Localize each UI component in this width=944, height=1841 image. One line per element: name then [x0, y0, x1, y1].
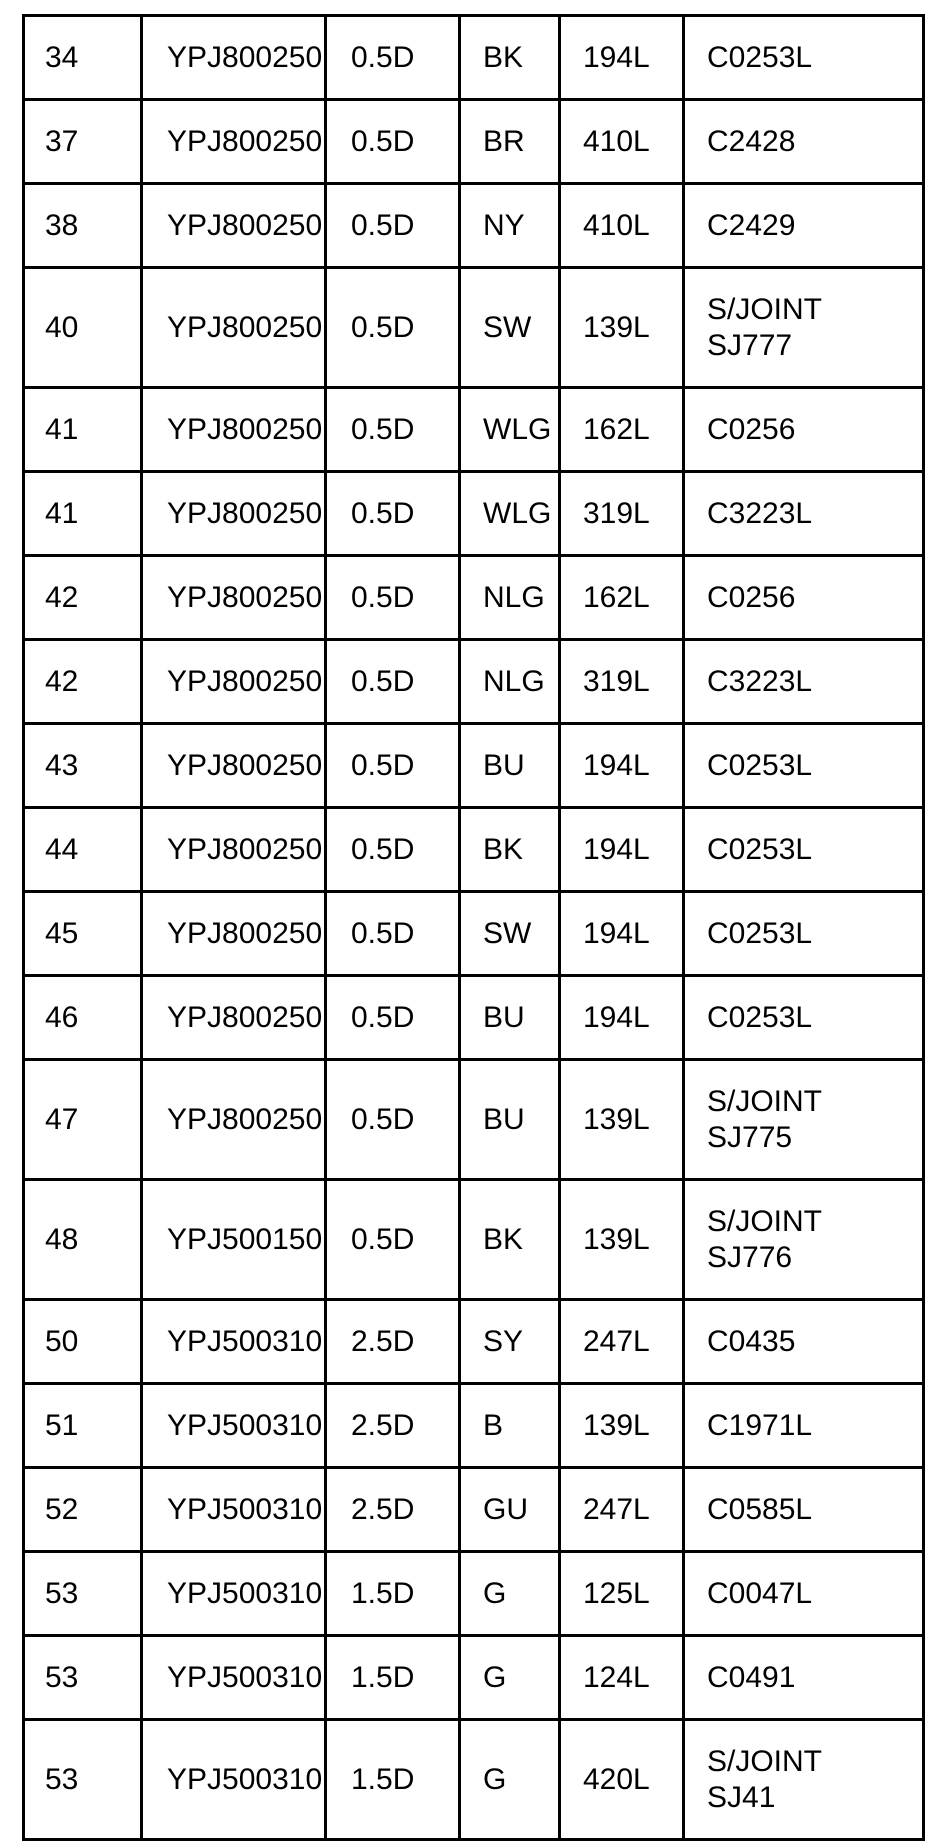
wire-number-cell: 45: [24, 892, 142, 976]
part-number-cell: YPJ500310: [142, 1468, 326, 1552]
wire-length-cell: 410L: [560, 100, 684, 184]
connector-label: C0047L: [707, 1576, 813, 1610]
wire-number-cell: 37: [24, 100, 142, 184]
table-row: [24, 892, 924, 976]
part-number-cell: YPJ500310: [142, 1720, 326, 1840]
wire-color-cell: G: [460, 1720, 560, 1840]
connector-label: S/JOINT: [707, 1084, 823, 1118]
part-number-cell: YPJ800250: [142, 268, 326, 388]
connector-label: C0253L: [707, 748, 813, 782]
wire-color-cell: BU: [460, 724, 560, 808]
wire-size-cell: 1.5D: [326, 1636, 460, 1720]
wire-color-cell: NY: [460, 184, 560, 268]
wire-length-cell: 139L: [560, 1384, 684, 1468]
table-row: [24, 1468, 924, 1552]
wire-size-cell: 0.5D: [326, 388, 460, 472]
connector-cell: [684, 16, 924, 100]
table-row: [24, 1300, 924, 1384]
table-row: [24, 556, 924, 640]
connector-label: C0253L: [707, 1000, 813, 1034]
table-row: [24, 808, 924, 892]
connector-cell: [684, 472, 924, 556]
wire-table: [22, 14, 925, 1841]
wire-color-cell: BK: [460, 808, 560, 892]
table-row: [24, 1180, 924, 1300]
connector-label: SJ41: [707, 1780, 776, 1814]
connector-label: SJ776: [707, 1240, 793, 1274]
table-row: [24, 100, 924, 184]
wire-color-cell: BU: [460, 1060, 560, 1180]
part-number-cell: YPJ800250: [142, 100, 326, 184]
wire-length-cell: 247L: [560, 1300, 684, 1384]
table-row: [24, 976, 924, 1060]
table-row: [24, 16, 924, 100]
connector-label: C0253L: [707, 40, 813, 74]
connector-label: C0253L: [707, 832, 813, 866]
wire-size-cell: 0.5D: [326, 268, 460, 388]
connector-cell: [684, 1300, 924, 1384]
wire-length-cell: 410L: [560, 184, 684, 268]
wire-length-cell: 162L: [560, 556, 684, 640]
part-number-cell: YPJ500310: [142, 1636, 326, 1720]
wire-color-cell: BR: [460, 100, 560, 184]
wire-size-cell: 2.5D: [326, 1300, 460, 1384]
connector-cell: [684, 1552, 924, 1636]
part-number-cell: YPJ500310: [142, 1300, 326, 1384]
wire-color-cell: GU: [460, 1468, 560, 1552]
wire-number-cell: 41: [24, 388, 142, 472]
wire-size-cell: 0.5D: [326, 556, 460, 640]
wire-color-cell: BK: [460, 16, 560, 100]
table-row: [24, 1060, 924, 1180]
table-row: [24, 724, 924, 808]
connector-label: C0256: [707, 412, 796, 446]
part-number-cell: YPJ800250: [142, 976, 326, 1060]
wire-length-cell: 124L: [560, 1636, 684, 1720]
table-row: [24, 268, 924, 388]
wire-number-cell: 38: [24, 184, 142, 268]
connector-label: C3223L: [707, 496, 813, 530]
part-number-cell: YPJ500310: [142, 1552, 326, 1636]
wire-size-cell: 2.5D: [326, 1468, 460, 1552]
wire-color-cell: BK: [460, 1180, 560, 1300]
connector-label: SJ777: [707, 328, 793, 362]
wire-size-cell: 0.5D: [326, 16, 460, 100]
part-number-cell: YPJ800250: [142, 472, 326, 556]
connector-cell: [684, 556, 924, 640]
connector-cell: [684, 640, 924, 724]
wire-length-cell: 319L: [560, 640, 684, 724]
wire-number-cell: 53: [24, 1552, 142, 1636]
connector-label: S/JOINT: [707, 1204, 823, 1238]
table-row: [24, 184, 924, 268]
connector-cell: [684, 1060, 924, 1180]
table-row: [24, 640, 924, 724]
wire-length-cell: 162L: [560, 388, 684, 472]
wire-size-cell: 0.5D: [326, 976, 460, 1060]
wire-length-cell: 139L: [560, 1060, 684, 1180]
wire-number-cell: 48: [24, 1180, 142, 1300]
wire-length-cell: 194L: [560, 892, 684, 976]
connector-cell: [684, 892, 924, 976]
connector-cell: [684, 1180, 924, 1300]
wire-length-cell: 139L: [560, 1180, 684, 1300]
wire-table-body: [24, 16, 924, 1840]
connector-label: S/JOINT: [707, 1744, 823, 1778]
wire-size-cell: 0.5D: [326, 184, 460, 268]
table-row: [24, 1552, 924, 1636]
wire-number-cell: 43: [24, 724, 142, 808]
wire-color-cell: NLG: [460, 556, 560, 640]
wire-number-cell: 51: [24, 1384, 142, 1468]
wire-size-cell: 0.5D: [326, 1060, 460, 1180]
wire-size-cell: 0.5D: [326, 640, 460, 724]
wire-number-cell: 52: [24, 1468, 142, 1552]
wire-number-cell: 46: [24, 976, 142, 1060]
wire-number-cell: 53: [24, 1720, 142, 1840]
connector-label: C0256: [707, 580, 796, 614]
wire-number-cell: 42: [24, 640, 142, 724]
wire-size-cell: 1.5D: [326, 1552, 460, 1636]
wire-number-cell: 42: [24, 556, 142, 640]
table-row: [24, 1636, 924, 1720]
part-number-cell: YPJ500150: [142, 1180, 326, 1300]
part-number-cell: YPJ800250: [142, 808, 326, 892]
connector-cell: [684, 724, 924, 808]
wire-size-cell: 1.5D: [326, 1720, 460, 1840]
connector-label: C0491: [707, 1660, 796, 1694]
wire-color-cell: SY: [460, 1300, 560, 1384]
wire-number-cell: 50: [24, 1300, 142, 1384]
connector-label: C0585L: [707, 1492, 813, 1526]
wire-size-cell: 0.5D: [326, 472, 460, 556]
wire-color-cell: G: [460, 1552, 560, 1636]
connector-cell: [684, 1468, 924, 1552]
connector-cell: [684, 100, 924, 184]
wire-color-cell: BU: [460, 976, 560, 1060]
connector-cell: [684, 388, 924, 472]
connector-cell: [684, 976, 924, 1060]
wire-color-cell: SW: [460, 892, 560, 976]
wire-color-cell: B: [460, 1384, 560, 1468]
wire-color-cell: NLG: [460, 640, 560, 724]
connector-label: C1971L: [707, 1408, 813, 1442]
part-number-cell: YPJ800250: [142, 184, 326, 268]
part-number-cell: YPJ800250: [142, 1060, 326, 1180]
wire-size-cell: 0.5D: [326, 808, 460, 892]
table-row: [24, 472, 924, 556]
connector-cell: [684, 268, 924, 388]
wire-size-cell: 0.5D: [326, 100, 460, 184]
wire-number-cell: 44: [24, 808, 142, 892]
connector-label: C2429: [707, 208, 796, 242]
wire-color-cell: SW: [460, 268, 560, 388]
part-number-cell: YPJ500310: [142, 1384, 326, 1468]
part-number-cell: YPJ800250: [142, 640, 326, 724]
wire-length-cell: 194L: [560, 976, 684, 1060]
wire-length-cell: 125L: [560, 1552, 684, 1636]
wire-length-cell: 420L: [560, 1720, 684, 1840]
wire-size-cell: 0.5D: [326, 1180, 460, 1300]
wire-color-cell: WLG: [460, 388, 560, 472]
wire-number-cell: 34: [24, 16, 142, 100]
connector-label: SJ775: [707, 1120, 793, 1154]
wire-number-cell: 41: [24, 472, 142, 556]
table-row: [24, 1720, 924, 1840]
connector-label: C3223L: [707, 664, 813, 698]
part-number-cell: YPJ800250: [142, 724, 326, 808]
connector-cell: [684, 1720, 924, 1840]
table-row: [24, 388, 924, 472]
wire-number-cell: 47: [24, 1060, 142, 1180]
wire-length-cell: 319L: [560, 472, 684, 556]
table-row: [24, 1384, 924, 1468]
wire-number-cell: 53: [24, 1636, 142, 1720]
connector-label: S/JOINT: [707, 292, 823, 326]
part-number-cell: YPJ800250: [142, 388, 326, 472]
part-number-cell: YPJ800250: [142, 16, 326, 100]
connector-cell: [684, 1636, 924, 1720]
wire-length-cell: 194L: [560, 16, 684, 100]
connector-cell: [684, 184, 924, 268]
wire-length-cell: 194L: [560, 808, 684, 892]
connector-cell: [684, 808, 924, 892]
wire-size-cell: 2.5D: [326, 1384, 460, 1468]
wire-length-cell: 247L: [560, 1468, 684, 1552]
connector-cell: [684, 1384, 924, 1468]
wire-size-cell: 0.5D: [326, 724, 460, 808]
part-number-cell: YPJ800250: [142, 892, 326, 976]
connector-label: C2428: [707, 124, 796, 158]
wire-size-cell: 0.5D: [326, 892, 460, 976]
part-number-cell: YPJ800250: [142, 556, 326, 640]
wire-length-cell: 194L: [560, 724, 684, 808]
wire-color-cell: G: [460, 1636, 560, 1720]
wire-color-cell: WLG: [460, 472, 560, 556]
wire-number-cell: 40: [24, 268, 142, 388]
wire-length-cell: 139L: [560, 268, 684, 388]
connector-label: C0253L: [707, 916, 813, 950]
connector-label: C0435: [707, 1324, 796, 1358]
